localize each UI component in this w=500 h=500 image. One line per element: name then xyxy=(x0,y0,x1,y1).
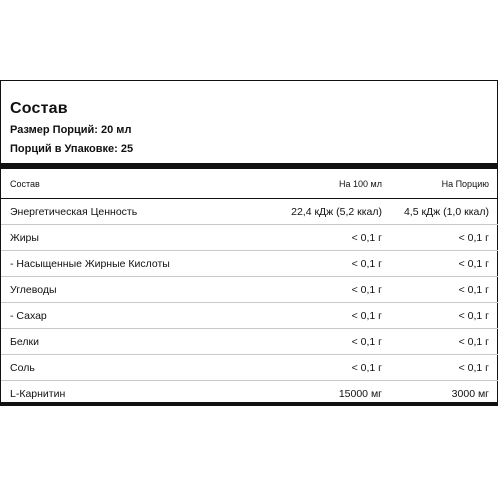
table-row xyxy=(1,329,498,355)
nutrition-facts-panel xyxy=(0,80,498,406)
table-header-row xyxy=(1,169,498,199)
value-per-100: < 0,1 г xyxy=(351,362,382,374)
value-per-portion: < 0,1 г xyxy=(458,336,489,348)
table-row xyxy=(1,303,498,329)
header-name: Состав xyxy=(10,179,40,189)
servings-per-pack: Порций в Упаковке: 25 xyxy=(10,143,134,155)
nutrient-name: Соль xyxy=(10,362,35,374)
table-row xyxy=(1,251,498,277)
value-per-100: 22,4 кДж (5,2 ккал) xyxy=(291,206,382,218)
value-per-portion: < 0,1 г xyxy=(458,284,489,296)
value-per-100: < 0,1 г xyxy=(351,258,382,270)
value-per-100: < 0,1 г xyxy=(351,232,382,244)
nutrition-table xyxy=(1,169,498,407)
nutrient-name: Жиры xyxy=(10,232,39,244)
value-per-portion: < 0,1 г xyxy=(458,232,489,244)
panel-title: Состав xyxy=(10,100,68,117)
nutrient-name: Белки xyxy=(10,336,39,348)
value-per-100: < 0,1 г xyxy=(351,336,382,348)
table-row xyxy=(1,277,498,303)
value-per-100: < 0,1 г xyxy=(351,284,382,296)
nutrient-name: Энергетическая Ценность xyxy=(10,206,138,218)
value-per-portion: < 0,1 г xyxy=(458,362,489,374)
nutrient-name: - Насыщенные Жирные Кислоты xyxy=(10,258,170,270)
nutrient-name: Углеводы xyxy=(10,284,57,296)
value-per-portion: 3000 мг xyxy=(451,388,489,400)
header-per-100: На 100 мл xyxy=(339,179,382,189)
value-per-portion: < 0,1 г xyxy=(458,258,489,270)
serving-size: Размер Порций: 20 мл xyxy=(10,124,132,136)
value-per-portion: 4,5 кДж (1,0 ккал) xyxy=(403,206,489,218)
nutrient-name: - Сахар xyxy=(10,310,47,322)
value-per-portion: < 0,1 г xyxy=(458,310,489,322)
table-row xyxy=(1,355,498,381)
table-row xyxy=(1,199,498,225)
nutrient-name: L-Карнитин xyxy=(10,388,66,400)
header-per-portion: На Порцию xyxy=(441,179,489,189)
value-per-100: 15000 мг xyxy=(338,388,382,400)
table-row xyxy=(1,225,498,251)
value-per-100: < 0,1 г xyxy=(351,310,382,322)
table-row xyxy=(1,381,498,407)
